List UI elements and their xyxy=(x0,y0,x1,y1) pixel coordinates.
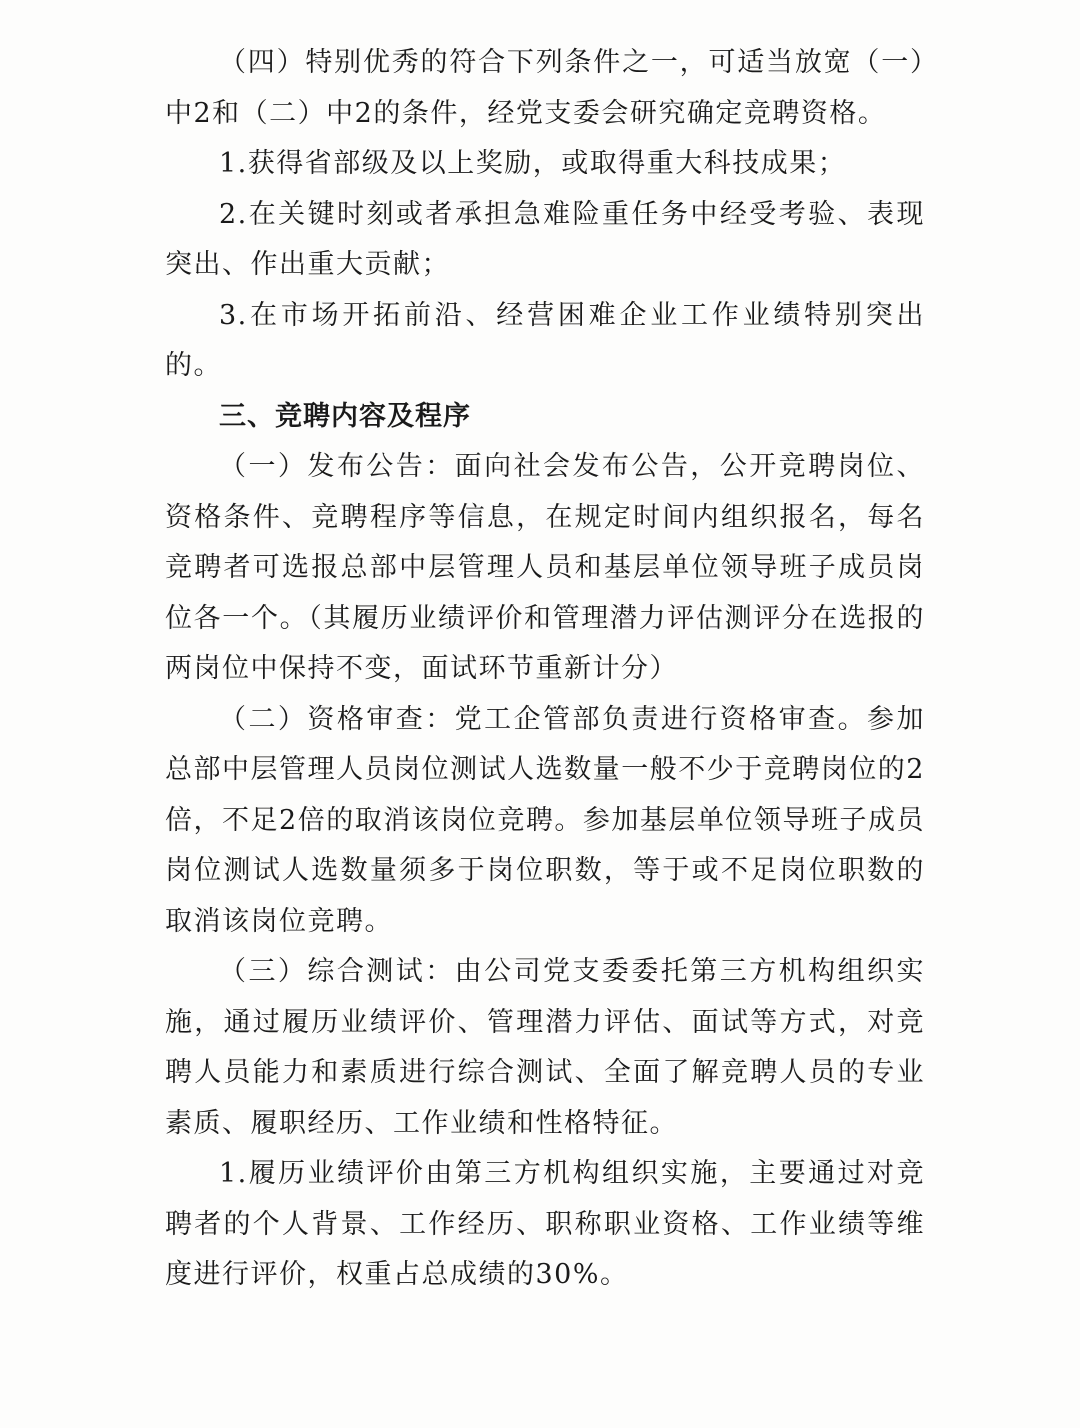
document-body xyxy=(165,38,925,1301)
paragraph-item-3-market: 3.在市场开拓前沿、经营困难企业工作业绩特别突出的。 xyxy=(165,299,925,381)
paragraph-resume-evaluation: 1.履历业绩评价由第三方机构组织实施，主要通过对竞聘者的个人背景、工作经历、职称职业资格、工作业绩等维度进行评价，权重占总成绩的30%。 xyxy=(165,1158,925,1290)
paragraph-condition-four: （四）特别优秀的符合下列条件之一，可适当放宽（一）中2和（二）中2的条件，经党支委会研究确定竞聘资格。 xyxy=(165,47,925,129)
paragraph-step-comprehensive-test: （三）综合测试：由公司党支委委托第三方机构组织实施，通过履历业绩评价、管理潜力评估、面试等方式，对竞聘人员能力和素质进行综合测试、全面了解竞聘人员的专业素质、履职经历、工作业绩和性格特征。 xyxy=(165,956,925,1139)
paragraph-step-announcement: （一）发布公告：面向社会发布公告，公开竞聘岗位、资格条件、竞聘程序等信息，在规定时间内组织报名，每名竞聘者可选报总部中层管理人员和基层单位领导班子成员岗位各一个。（其履历业绩评价和管理潜力评估测评分在选报的两岗位中保持不变，面试环节重新计分） xyxy=(165,451,925,684)
section-heading-procedure: 三、竞聘内容及程序 xyxy=(219,400,471,432)
paragraph-item-2-contribution: 2.在关键时刻或者承担急难险重任务中经受考验、表现突出、作出重大贡献； xyxy=(165,198,925,280)
paragraph-item-1-award: 1.获得省部级及以上奖励，或取得重大科技成果； xyxy=(219,148,847,179)
paragraph-step-qualification-review: （二）资格审查：党工企管部负责进行资格审查。参加总部中层管理人员岗位测试人选数量一般不少于竞聘岗位的2倍，不足2倍的取消该岗位竞聘。参加基层单位领导班子成员岗位测试人选数量须多于岗位职数，等于或不足岗位职数的取消该岗位竞聘。 xyxy=(165,703,925,937)
